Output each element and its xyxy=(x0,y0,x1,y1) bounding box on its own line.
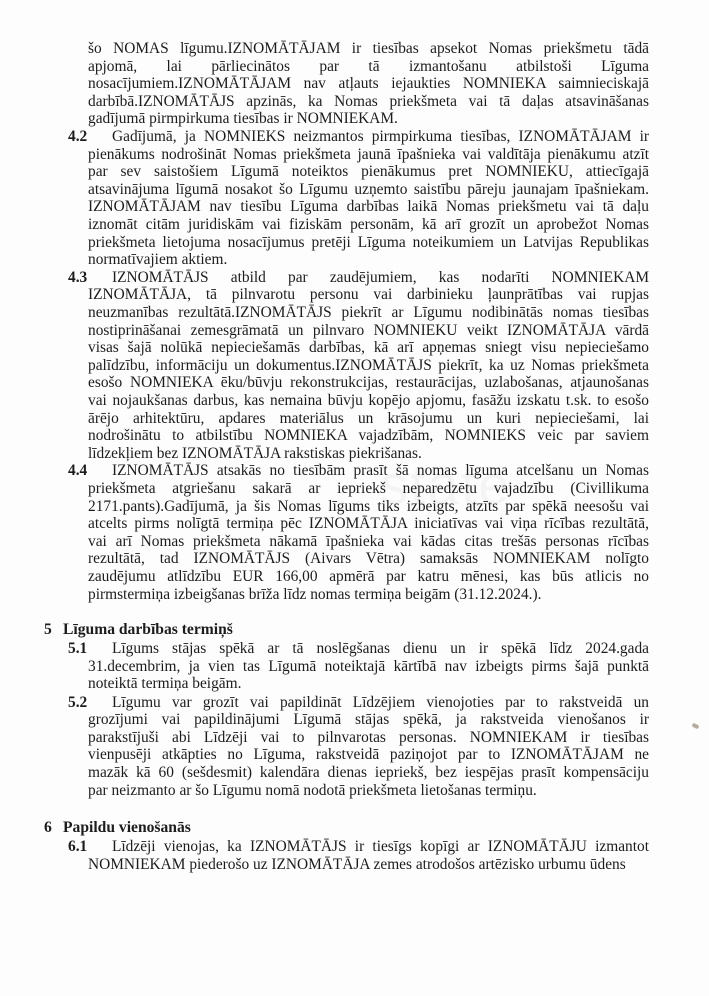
text-line: atsavinājuma līgumā nosakot šo Līgumu uzņemto saistību pāreju jaunajam īpašniekam. xyxy=(88,180,649,198)
clause-number: 4.2 xyxy=(68,128,88,145)
scan-speck xyxy=(691,723,699,730)
text-line: priekšmeta atgriešanu sakarā ar iepriekš neparedzētu vajadzību (Civillikuma xyxy=(88,480,649,497)
text-line: šo NOMAS līgumu.IZNOMĀTĀJAM ir tiesības apsekot Nomas priekšmetu tādā xyxy=(88,40,649,57)
text-line: IZNOMĀTĀJS atbild par zaudējumiem, kas nodarīti NOMNIEKAM xyxy=(112,268,649,286)
text-line: atcelts pirms nolīgtā termiņa pēc IZNOMĀTĀJA iniciatīvas vai viņa rīcības rezultātā, xyxy=(88,515,649,533)
text-line: apjomā, lai pārliecinātos par tā izmantošanu atbilstoši Līguma xyxy=(88,57,649,75)
text-line: NOMNIEKAM piederošo uz IZNOMĀTĀJA zemes atrodošos artēzisko urbumu ūdens xyxy=(88,855,626,873)
clause-number: 4.4 xyxy=(68,462,88,480)
text-line: IZNOMĀTĀJA, tā pilnvarotu personu vai darbinieku ļaunprātības vai rupjas xyxy=(88,286,649,304)
text-line: Gadījumā, ja NOMNIEKS neizmantos pirmpirkuma tiesības, IZNOMĀTĀJAM ir xyxy=(112,128,649,145)
text-line: darbībā.IZNOMĀTĀJS apzinās, ka Nomas priekšmeta vai tā daļas atsavināšanas xyxy=(88,92,649,110)
text-line: līdzekļiem bez IZNOMĀTĀJA rakstiskas piekrišanas. xyxy=(88,444,422,462)
text-line: ārējo arhitektūru, apdares materiālus un krāsojumu un kuri nepieciešami, lai xyxy=(88,409,649,427)
text-line: IZNOMĀTĀJAM nav tiesību Līguma darbības laikā Nomas priekšmetu vai tā daļu xyxy=(88,198,649,216)
text-line: IZNOMĀTĀJS atsakās no tiesībām prasīt šā nomas līguma atcelšanu un Nomas xyxy=(112,462,649,480)
text-line: Līgumu var grozīt vai papildināt Līdzējiem vienojoties par to rakstveidā un xyxy=(112,693,649,711)
section-heading xyxy=(44,819,191,837)
text-line: rezultātā, tad IZNOMĀTĀJS (Aivars Vētra) samaksās NOMNIEKAM nolīgto xyxy=(88,550,649,568)
text-line: iznomāt citām juridiskām vai fiziskām personām, kā arī grozīt un aprobežot Nomas xyxy=(88,216,649,233)
text-line: priekšmeta lietojuma nosacījumus pretēji Līguma noteikumiem un Latvijas Republikas xyxy=(88,233,649,251)
text-line: par neizmanto ar šo Līgumu nomā nodotā priekšmeta lietošanas termiņu. xyxy=(88,781,537,799)
clause-number: 6.1 xyxy=(68,838,88,855)
text-line: grozījumi vai papildinājumi Līgumā stājas spēkā, ja rakstveida vienošanos ir xyxy=(88,711,649,729)
text-line: vai nojaukšanas darbus, kas nemaina būvju kopējo apjomu, fasāžu izskatu t.sk. to esošo xyxy=(88,392,649,409)
text-line: Līgums stājas spēkā ar tā noslēgšanas dienu un ir spēkā līdz 2024.gada xyxy=(112,640,649,657)
text-line: 2171.pants).Gadījumā, ja šis Nomas līgums tiks izbeigts, atzīts par spēkā neesošu vai xyxy=(88,497,649,515)
text-line: nodrošinātu to atbilstību NOMNIEKA vajadzībām, NOMNIEKS veic par saviem xyxy=(88,427,649,445)
text-line: gadījumā pirmpirkuma tiesības ir NOMNIEKAM. xyxy=(88,110,398,128)
text-line: neuzmanības rezultātā.IZNOMĀTĀJS piekrīt ar Līgumu nodibinātās nomas tiesības xyxy=(88,304,649,321)
section-heading xyxy=(44,621,233,639)
text-line: 31.decembrim, ja vien tas Līgumā noteiktajā kārtībā nav izbeigts pirms šajā punktā xyxy=(88,657,649,675)
text-line: Līdzēji vienojas, ka IZNOMĀTĀJS ir tiesīgs kopīgi ar IZNOMĀTĀJU izmantot xyxy=(112,838,649,855)
section-number: 5 xyxy=(44,621,52,638)
text-line: visas šajā nolūkā nepieciešamās darbības, kā arī apņemas sniegt visu nepieciešamo xyxy=(88,339,649,357)
text-line: vienpusēji atkāpties no Līguma, rakstveidā paziņojot par to IZNOMĀTĀJAM ne xyxy=(88,746,649,764)
text-line: vai arī Nomas priekšmeta nākamā īpašnieka vai kādas citas trešās personas rīcības xyxy=(88,532,649,550)
text-line: noteiktā termiņa beigām. xyxy=(88,675,242,693)
text-line: palīdzību, informāciju un dokumentus.IZNOMĀTĀJS piekrīt, ka uz Nomas priekšmeta xyxy=(88,356,649,374)
text-line: nosacījumiem.IZNOMĀTĀJAM nav atļauts iejaukties NOMNIEKA saimnieciskajā xyxy=(88,75,649,93)
clause-number: 5.1 xyxy=(68,640,88,657)
clause-number: 4.3 xyxy=(68,268,88,286)
section-number: 6 xyxy=(44,819,52,836)
section-title: Līguma darbības termiņš xyxy=(63,621,233,638)
clause-number: 5.2 xyxy=(68,693,88,711)
text-line: zaudējumu atlīdzību EUR 166,00 apmērā par katru mēnesi, kas būs atlicis no xyxy=(88,568,649,585)
section-title: Papildu vienošanās xyxy=(63,819,191,836)
text-line: nostiprināšanai zemesgrāmatā un pilnvaro NOMNIEKU veikt IZNOMĀTĀJA vārdā xyxy=(88,321,649,339)
text-line: parakstījuši abi Līdzēji vai to pilnvarotas personas. NOMNIEKAM ir tiesības xyxy=(88,728,649,746)
text-line: pirmstermiņa izbeigšanas brīža līdz nomas termiņa beigām (31.12.2024.). xyxy=(88,585,542,603)
text-line: esošo NOMNIEKA ēku/būvju rekonstrukcijas, restaurācijas, uzlabošanas, atjaunošanas xyxy=(88,374,649,392)
text-line: normatīvajiem aktiem. xyxy=(88,251,228,269)
text-line: pienākums nodrošināt Nomas priekšmeta jaunā īpašnieka vai valdītāja pienākumu atzīt xyxy=(88,145,649,163)
text-line: mazāk kā 60 (sešdesmit) kalendāra dienas iepriekš, bez iespējas prasīt kompensāciju xyxy=(88,763,649,781)
text-line: par sev saistošiem Līgumā noteiktos pienākumus pret NOMNIEKU, attiecīgajā xyxy=(88,163,649,181)
